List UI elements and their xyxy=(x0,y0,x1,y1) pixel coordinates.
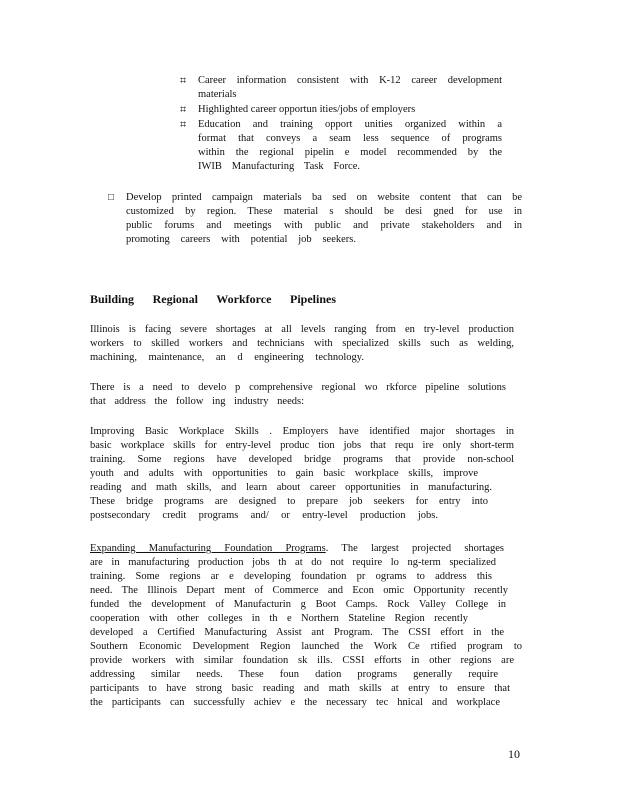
text-line: postsecondary credit programs and/ or entry-level production jobs. xyxy=(90,510,438,521)
text-line: customized by region. These material s should be desi gned for use in xyxy=(126,206,522,217)
bullet-marker-icon: □ xyxy=(108,192,115,203)
paragraph-pipeline-need xyxy=(90,381,514,409)
text-line xyxy=(90,542,504,556)
sub-bullet-text xyxy=(198,74,502,102)
text-line: machining, maintenance, an d engineering technology. xyxy=(90,352,364,363)
text-line: promoting careers with potential job seekers. xyxy=(126,234,356,245)
section-heading: Building Regional Workforce Pipelines xyxy=(90,292,336,306)
text-line: within the regional pipelin e model recommended by the xyxy=(198,147,502,158)
page-number: 10 xyxy=(508,747,520,761)
main-bullet-text xyxy=(126,191,522,247)
text-line: cooperation with other colleges in th e Northern Stateline Region recently xyxy=(90,613,468,624)
sub-bullet-text xyxy=(198,103,502,117)
text-line: materials xyxy=(198,89,237,100)
sub-bullet-text xyxy=(198,118,502,174)
text-line: There is a need to develo p comprehensive regional wo rkforce pipeline solutions xyxy=(90,382,506,393)
text-line: reading and math skills, and learn about career opportunities in manufacturing. xyxy=(90,482,492,493)
text-line: IWIB Manufacturing Task Force. xyxy=(198,161,360,172)
text-line: Education and training opport unities organized within a xyxy=(198,119,502,130)
paragraph-shortages xyxy=(90,323,514,365)
text-line: provide workers with similar foundation sk ills. CSSI efforts in other regions are xyxy=(90,655,514,666)
text-line: These bridge programs are designed to prepare job seekers for entry into xyxy=(90,496,488,507)
lead-sentence-rest: . The largest projected shortages xyxy=(325,543,504,554)
text-line: training. Some regions have developed bridge programs that provide non-school xyxy=(90,454,514,465)
text-line: public forums and meetings with public and private stakeholders and in xyxy=(126,220,522,231)
text-line: are in manufacturing production jobs th at do not require lo ng-term specialized xyxy=(90,557,496,568)
text-line: addressing similar needs. These foun dation programs generally require xyxy=(90,669,498,680)
text-line: that address the follow ing industry needs: xyxy=(90,396,304,407)
text-line: workers to skilled workers and technicians with specialized skills such as welding, xyxy=(90,338,514,349)
sub-bullet-marker-icon: ⌗ xyxy=(180,75,187,87)
text-line: participants to have strong basic reading and math skills at entry to ensure that xyxy=(90,683,510,694)
text-line: need. The Illinois Depart ment of Commerce and Econ omic Opportunity recently xyxy=(90,585,508,596)
text-line: the participants can successfully achiev e the necessary tec hnical and workplace xyxy=(90,697,500,708)
sub-bullet-marker-icon: ⌗ xyxy=(180,104,187,116)
underlined-lead-text: Expanding Manufacturing Foundation Programs xyxy=(90,543,326,554)
text-line: Highlighted career opportun ities/jobs of employers xyxy=(198,104,416,115)
text-line: format that conveys a seam less sequence of programs xyxy=(198,133,502,144)
sub-bullet-marker-icon: ⌗ xyxy=(180,119,187,131)
paragraph-manufacturing-foundation xyxy=(90,542,522,710)
text-line: Illinois is facing severe shortages at all levels ranging from en try-level production xyxy=(90,324,514,335)
text-line: youth and adults with opportunities to gain basic workplace skills, improve xyxy=(90,468,478,479)
text-line: Improving Basic Workplace Skills . Employers have identified major shortages in xyxy=(90,426,514,437)
text-line: developed a Certified Manufacturing Assist ant Program. The CSSI effort in the xyxy=(90,627,504,638)
text-line: Southern Economic Development Region launched the Work Ce rtified program to xyxy=(90,641,522,652)
text-line: funded the development of Manufacturin g Boot Camps. Rock Valley College in xyxy=(90,599,506,610)
text-line: training. Some regions ar e developing foundation pr ograms to address this xyxy=(90,571,492,582)
text-line: basic workplace skills for entry-level produc tion jobs that requ ire only short-term xyxy=(90,440,514,451)
paragraph-basic-workplace-skills xyxy=(90,425,514,523)
text-line: Develop printed campaign materials ba sed on website content that can be xyxy=(126,192,522,203)
text-line: Career information consistent with K-12 career development xyxy=(198,75,502,86)
